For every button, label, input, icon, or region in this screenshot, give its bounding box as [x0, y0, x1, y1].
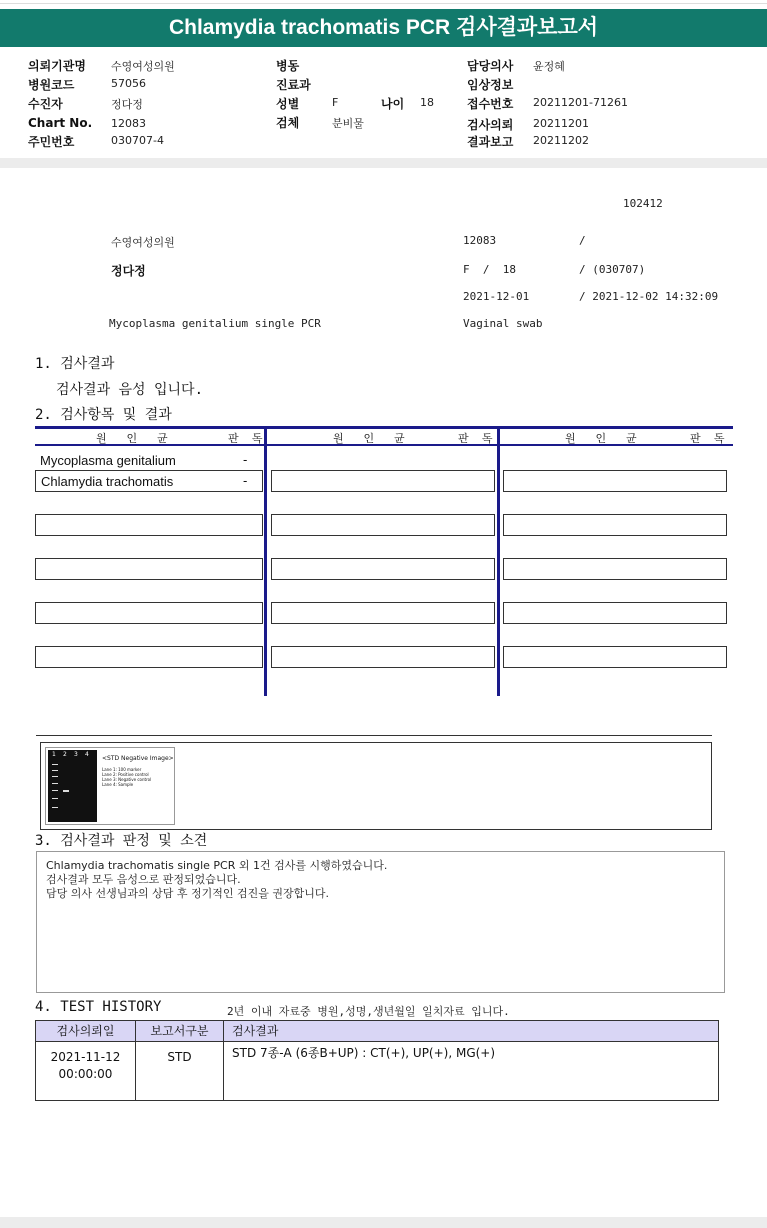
header-value: 57056 — [111, 77, 146, 90]
header-judgement: 판 독 — [228, 432, 263, 445]
section-1-title: 1. 검사결과 — [35, 356, 115, 372]
gel-band — [52, 798, 58, 799]
header-value: 20211201-71261 — [533, 96, 628, 109]
header-label: 병동 — [276, 59, 300, 73]
header-value: 18 — [420, 96, 434, 109]
header-pathogen: 원 인 균 — [333, 432, 405, 445]
patient-name: 정다정 — [111, 264, 146, 278]
header-value: 12083 — [111, 117, 146, 130]
section-3-title: 3. 검사결과 판정 및 소견 — [35, 833, 208, 849]
history-col-result: 검사결과 — [232, 1024, 279, 1038]
chart-number: 12083 — [463, 234, 497, 247]
history-col-date: 검사의뢰일 — [56, 1024, 115, 1038]
header-judgement: 판 독 — [458, 432, 493, 445]
gel-legend-item: Lane 3: Negative control — [102, 777, 152, 782]
result-row — [271, 470, 495, 492]
header-label: 나이 — [381, 97, 405, 111]
header-label: 의뢰기관명 — [28, 59, 86, 73]
header-judgement: 판 독 — [690, 432, 725, 445]
header-value: 20211202 — [533, 134, 589, 147]
footer-bar — [0, 1217, 767, 1228]
gel-caption-title: <STD Negative Image> — [102, 755, 174, 762]
gel-legend-item: Lane 2: Positive control — [102, 772, 149, 777]
pathogen-name: Mycoplasma genitalium — [40, 453, 176, 468]
header-value: 정다정 — [111, 98, 143, 111]
result-row — [271, 602, 495, 624]
gel-band — [52, 770, 58, 771]
header-value: 20211201 — [533, 117, 589, 130]
clinic-name: 수영여성의원 — [111, 236, 175, 249]
request-date: 2021-12-01 — [463, 290, 530, 303]
result-row — [503, 470, 727, 492]
history-table — [35, 1020, 719, 1101]
table-top-rule — [35, 426, 733, 429]
lane-number: 2 — [63, 751, 67, 758]
header-label: 검사의뢰 — [467, 118, 514, 132]
slash: / — [579, 234, 586, 247]
opinion-line: 담당 의사 선생님과의 상담 후 정기적인 검진을 권장합니다. — [46, 887, 329, 900]
header-label: 담당의사 — [467, 59, 514, 73]
header-pathogen: 원 인 균 — [96, 432, 168, 445]
history-time: 00:00:00 — [58, 1067, 113, 1081]
result-row — [35, 558, 263, 580]
header-label: 성별 — [276, 97, 300, 111]
history-divider — [223, 1021, 224, 1100]
header-label: 검체 — [276, 116, 300, 130]
gel-legend-item: Lane 4: Sample — [102, 782, 134, 787]
lane-number: 3 — [74, 751, 78, 758]
gel-legend — [102, 767, 151, 787]
report-datetime: / 2021-12-02 14:32:09 — [579, 290, 719, 303]
header-value: F — [332, 96, 339, 109]
result-row — [35, 514, 263, 536]
section-4-title: 4. TEST HISTORY — [35, 999, 162, 1015]
header-value: 윤정혜 — [533, 60, 565, 73]
lane-number: 1 — [52, 751, 56, 758]
pathogen-name: Chlamydia trachomatis — [41, 474, 174, 489]
header-label: 임상정보 — [467, 78, 514, 92]
header-label: 병원코드 — [28, 78, 75, 92]
column-divider — [497, 426, 500, 696]
sex-age: F / 18 — [463, 263, 516, 276]
top-rule — [0, 3, 767, 4]
gel-band — [52, 776, 58, 777]
header-label: 접수번호 — [467, 97, 514, 111]
report-title: Chlamydia trachomatis PCR 검사결과보고서 — [0, 9, 767, 47]
result-row — [35, 646, 263, 668]
pathogen-result: - — [243, 473, 248, 488]
history-col-type: 보고서구분 — [150, 1024, 209, 1038]
result-row — [503, 602, 727, 624]
date-of-birth: / (030707) — [579, 263, 646, 276]
gel-legend-item: Lane 1: 100 marker — [102, 767, 142, 772]
header-label: 주민번호 — [28, 135, 75, 149]
header-label: 결과보고 — [467, 135, 514, 149]
lane-number: 4 — [85, 751, 89, 758]
pathogen-result: - — [243, 452, 248, 467]
result-row — [35, 602, 263, 624]
result-row — [503, 558, 727, 580]
opinion-line: 검사결과 모두 음성으로 판정되었습니다. — [46, 873, 241, 886]
column-divider — [264, 426, 267, 696]
header-label: 수진자 — [28, 97, 63, 111]
result-row — [271, 514, 495, 536]
section-2-title: 2. 검사항목 및 결과 — [35, 407, 172, 423]
test-name: Mycoplasma genitalium single PCR — [109, 317, 321, 330]
header-separator — [0, 158, 767, 168]
gel-band — [52, 783, 58, 784]
gel-band — [52, 764, 58, 765]
gel-image — [45, 747, 175, 825]
report-code: 102412 — [623, 197, 663, 210]
gel-photo — [48, 750, 97, 822]
image-top-rule — [36, 735, 712, 736]
header-value: 수영여성의원 — [111, 60, 175, 73]
header-value: 분비물 — [332, 117, 364, 130]
header-pathogen: 원 인 균 — [565, 432, 637, 445]
gel-band — [52, 790, 58, 791]
result-row — [271, 558, 495, 580]
section-1-result: 검사결과 음성 입니다. — [56, 382, 204, 398]
gel-band — [52, 807, 58, 808]
result-row — [503, 514, 727, 536]
result-row — [35, 470, 263, 492]
specimen: Vaginal swab — [463, 317, 543, 330]
result-row — [503, 646, 727, 668]
history-date: 2021-11-12 — [50, 1050, 121, 1064]
result-row — [271, 646, 495, 668]
header-label: Chart No. — [28, 116, 93, 130]
gel-band — [63, 790, 69, 792]
history-type: STD — [167, 1050, 192, 1064]
header-label: 진료과 — [276, 78, 311, 92]
header-value: 030707-4 — [111, 134, 164, 147]
history-note: 2년 이내 자료중 병원,성명,생년월일 일치자료 입니다. — [227, 1005, 510, 1018]
history-result: STD 7종-A (6종B+UP) : CT(+), UP(+), MG(+) — [232, 1046, 496, 1060]
opinion-line: Chlamydia trachomatis single PCR 외 1건 검사를 시행하였습니다. — [46, 859, 388, 872]
opinion-box — [36, 851, 725, 993]
